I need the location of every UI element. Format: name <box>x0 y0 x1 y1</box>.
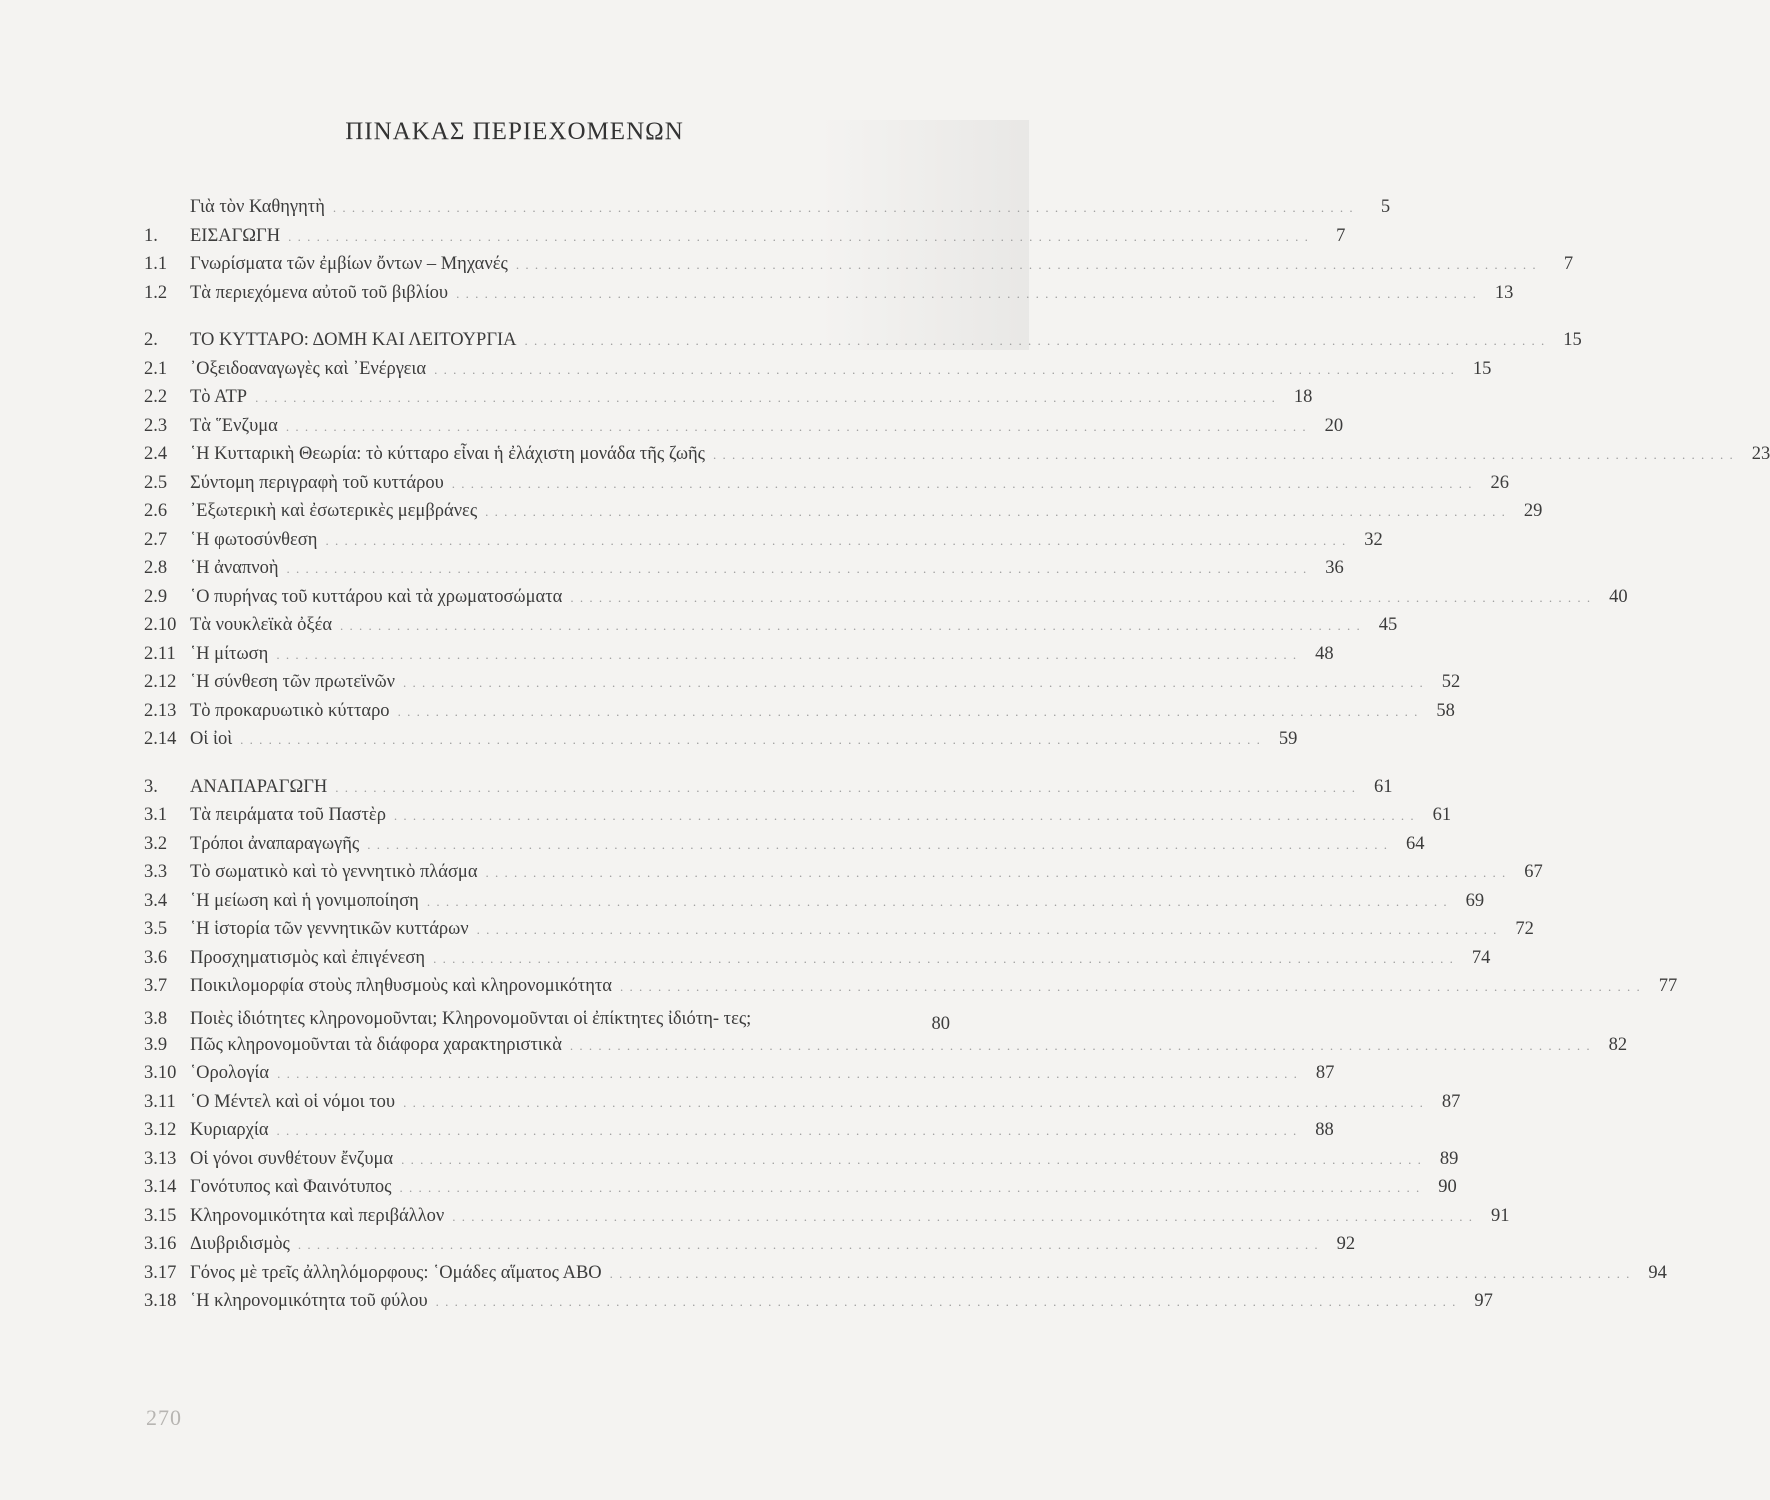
toc-entry-number: 2.13 <box>144 700 177 721</box>
leader-dots <box>620 979 1641 995</box>
toc-entry-title: Διυβριδισμὸς <box>190 1234 290 1254</box>
leader-dots <box>436 1294 1457 1310</box>
toc-entry-title: ΕΙΣΑΓΩΓΗ <box>190 225 281 246</box>
toc-entry-number: 2.5 <box>144 472 168 493</box>
toc-entry-page: 32 <box>1364 529 1383 550</box>
toc-entry-title: Κυριαρχία <box>190 1120 269 1140</box>
toc-entry-title: Τὰ πειράματα τοῦ Παστὲρ <box>190 805 386 825</box>
leader-dots <box>477 922 1498 938</box>
toc-entry[interactable] <box>144 1148 1459 1178</box>
leader-dots <box>240 732 1261 748</box>
leader-dots <box>486 865 1507 881</box>
toc-entry-page: 13 <box>1494 282 1514 303</box>
toc-entry[interactable] <box>144 282 1514 312</box>
toc-entry-number: 2.12 <box>144 672 177 692</box>
toc-entry-number: 2.1 <box>144 358 168 379</box>
toc-entry-page: 15 <box>1563 330 1582 350</box>
toc-entry[interactable] <box>144 197 1391 226</box>
toc-entry-number: 2.11 <box>144 643 176 664</box>
toc-entry-title: Τρόποι ἀναπαραγωγῆς <box>190 833 360 854</box>
toc-entry[interactable] <box>144 947 1491 977</box>
toc-entry-title: ῾Ο Μέντελ καὶ οἱ νόμοι του <box>190 1091 396 1112</box>
toc-entry-number: 2.7 <box>144 529 168 550</box>
leader-dots <box>452 1209 1473 1225</box>
toc-entry-page: 48 <box>1315 643 1334 664</box>
toc-entry-page: 29 <box>1523 501 1543 521</box>
toc-entry-number: 2.9 <box>144 586 168 607</box>
toc-entry[interactable] <box>144 805 1452 834</box>
toc-entry-page: 26 <box>1490 472 1509 493</box>
toc-entry[interactable] <box>144 558 1344 587</box>
toc-entry-page: 74 <box>1471 947 1491 968</box>
leader-dots <box>398 704 1419 720</box>
toc-entry-title: Τὸ ΑΤΡ <box>190 387 248 407</box>
leader-dots <box>288 229 1309 245</box>
toc-entry-title: ᾿Οξειδοαναγωγὲς καὶ ᾿Ενέργεια <box>190 358 427 379</box>
toc-entry-title: ῾Η ἱστορία τῶν γεννητικῶν κυττάρων <box>190 919 469 939</box>
toc-entry-page: 58 <box>1436 700 1455 721</box>
toc-entry-title: Πῶς κληρονομοῦνται τὰ διάφορα χαρακτηριστικὰ <box>190 1034 562 1055</box>
toc-entry-title: ῾Η ἀναπνοὴ <box>190 558 279 578</box>
leader-dots <box>367 837 1388 853</box>
leader-dots <box>516 257 1537 273</box>
toc-entry-title: Κληρονομικότητα καὶ περιβάλλον <box>190 1205 445 1226</box>
toc-entry[interactable] <box>144 890 1485 920</box>
toc-entry-title: ῾Η σύνθεση τῶν πρωτεϊνῶν <box>190 672 395 692</box>
leader-dots <box>452 476 1473 492</box>
leader-dots <box>525 333 1546 349</box>
toc-entry-page: 69 <box>1465 890 1485 911</box>
toc-entry[interactable] <box>144 1177 1457 1206</box>
toc-entry-number: 3.7 <box>144 976 168 996</box>
toc-entry[interactable] <box>144 672 1461 701</box>
toc-entry-number: 3.13 <box>144 1148 177 1169</box>
toc-entry-title: Ποικιλομορφία στοὺς πληθυσμοὺς καὶ κληρονομικότητα <box>190 976 612 996</box>
toc-entry-number: 3.17 <box>144 1262 177 1283</box>
toc-entry-page: 7 <box>1563 254 1574 274</box>
toc-entry-page: 5 <box>1380 197 1391 217</box>
toc-entry-number: 2.10 <box>144 615 177 635</box>
toc-entry-title: ῾Η μείωση καὶ ἡ γονιμοποίηση <box>190 890 419 911</box>
toc-entry-number: 1.1 <box>144 254 168 274</box>
toc-entry-title: ῾Η φωτοσύνθεση <box>190 529 318 550</box>
leader-dots <box>277 1066 1298 1082</box>
leader-dots <box>287 561 1308 577</box>
toc-entry-title: Τὰ νουκλεϊκὰ ὀξέα <box>190 615 333 635</box>
leader-dots <box>403 1095 1424 1111</box>
toc-entry[interactable] <box>144 387 1313 416</box>
toc-entry-number: 3.12 <box>144 1120 177 1140</box>
leader-dots <box>255 390 1276 406</box>
toc-entry-number: 3.4 <box>144 890 168 911</box>
toc-entry-page: 92 <box>1336 1234 1356 1254</box>
leader-dots <box>276 647 1297 663</box>
leader-dots <box>399 1180 1420 1196</box>
toc-entry-title: ΤΟ ΚΥΤΤΑΡΟ: ΔΟΜΗ ΚΑΙ ΛΕΙΤΟΥΡΓΙΑ <box>190 330 517 350</box>
toc-entry-number: 2. <box>144 330 158 350</box>
toc-entry-number: 3.9 <box>144 1034 168 1055</box>
toc-entry-number: 3.6 <box>144 947 168 968</box>
toc-entry-number: 3.2 <box>144 833 168 854</box>
toc-entry-number: 2.2 <box>144 387 168 407</box>
toc-entry[interactable] <box>144 501 1543 530</box>
leader-dots <box>570 1038 1591 1054</box>
toc-entry[interactable] <box>144 1063 1335 1092</box>
toc-entry-page: 40 <box>1609 586 1628 607</box>
toc-entry-title: Γονότυπος καὶ Φαινότυπος <box>190 1177 392 1197</box>
toc-entry-number: 3.1 <box>144 805 168 825</box>
toc-entry[interactable] <box>144 1262 1667 1292</box>
toc-entry[interactable] <box>144 643 1334 673</box>
toc-entry[interactable] <box>144 415 1344 445</box>
toc-entry-page: 23 <box>1751 444 1770 464</box>
toc-entry-page: 91 <box>1491 1205 1510 1226</box>
toc-entry[interactable] <box>144 1291 1493 1320</box>
toc-entry-page: 82 <box>1608 1034 1628 1055</box>
toc-entry-title: Γιὰ τὸν Καθηγητὴ <box>190 197 325 217</box>
toc-entry-number: 2.3 <box>144 415 168 436</box>
toc-entry-number: 2.14 <box>144 729 177 749</box>
toc-entry-page: 36 <box>1325 558 1344 578</box>
toc-entry-page: 61 <box>1374 776 1393 797</box>
toc-entry-page: 72 <box>1515 919 1534 939</box>
toc-entry-title: Προσχηματισμὸς καὶ ἐπιγένεση <box>190 947 426 968</box>
leader-dots <box>403 675 1424 691</box>
leader-dots <box>340 618 1361 634</box>
toc-entry[interactable] <box>144 919 1534 948</box>
toc-entry-page: 77 <box>1658 976 1678 996</box>
toc-entry[interactable] <box>144 225 1346 255</box>
toc-entry-page: 52 <box>1441 672 1461 692</box>
toc-entry[interactable] <box>144 776 1393 806</box>
toc-entry-title: ῾Η μίτωση <box>190 643 269 664</box>
leader-dots <box>286 419 1307 435</box>
toc-entry-title: Γόνος μὲ τρεῖς ἀλληλόμορφους: ῾Ομάδες αἵματος ΑΒΟ <box>190 1262 602 1283</box>
leader-dots <box>427 894 1448 910</box>
toc-entry-number: 1. <box>144 225 158 246</box>
toc-entry-number: 1.2 <box>144 282 168 303</box>
leader-dots <box>277 1123 1298 1139</box>
toc-entry[interactable] <box>144 472 1509 502</box>
toc-entry-title: Τὸ προκαρυωτικὸ κύτταρο <box>190 700 390 721</box>
toc-entry-number: 3.11 <box>144 1091 176 1112</box>
toc-entry-page: 45 <box>1378 615 1398 635</box>
toc-entry-title: ῾Η Κυτταρικὴ Θεωρία: τὸ κύτταρο εἶναι ἡ ἐλάχιστη μονάδα τῆς ζωῆς <box>190 444 706 464</box>
toc-entry-title: ῾Ο πυρήνας τοῦ κυττάρου καὶ τὰ χρωματοσώματα <box>190 586 563 607</box>
toc-entry[interactable] <box>144 833 1425 863</box>
leader-dots <box>401 1152 1422 1168</box>
toc-entry[interactable] <box>144 330 1582 359</box>
toc-entry-title: Τὸ σωματικὸ καὶ τὸ γεννητικὸ πλάσμα <box>190 862 478 882</box>
toc-entry-number: 2.8 <box>144 558 168 578</box>
leader-dots <box>610 1266 1631 1282</box>
toc-entry-number: 3.14 <box>144 1177 177 1197</box>
leader-dots <box>394 808 1415 824</box>
toc-entry-title: ῾Η κληρονομικότητα τοῦ φύλου <box>190 1291 428 1311</box>
toc-entry[interactable] <box>144 729 1298 758</box>
table-of-contents <box>144 197 1770 1320</box>
toc-entry-number: 3.18 <box>144 1291 177 1311</box>
toc-entry-page: 18 <box>1293 387 1313 407</box>
toc-entry-page: 88 <box>1315 1120 1334 1140</box>
leader-dots <box>570 590 1591 606</box>
toc-entry[interactable] <box>144 1005 950 1035</box>
toc-entry-number: 3.5 <box>144 919 168 939</box>
toc-entry-page: 61 <box>1432 805 1452 825</box>
toc-entry[interactable] <box>144 700 1455 730</box>
toc-entry-title: Οἱ ἰοὶ <box>190 729 233 749</box>
toc-entry-title: Οἱ γόνοι συνθέτουν ἔνζυμα <box>190 1148 394 1169</box>
leader-dots <box>298 1237 1319 1253</box>
toc-entry-page: 20 <box>1324 415 1344 436</box>
leader-dots <box>325 533 1346 549</box>
toc-entry-page: 87 <box>1315 1063 1335 1083</box>
toc-entry-number: 3.15 <box>144 1205 177 1226</box>
leader-dots <box>434 362 1455 378</box>
toc-entry[interactable] <box>144 976 1678 1005</box>
toc-entry-title: ῾Ορολογία <box>190 1063 270 1083</box>
toc-entry-number: 3.8 <box>144 1008 168 1029</box>
leader-dots <box>456 286 1477 302</box>
toc-entry-page: 7 <box>1336 225 1346 246</box>
toc-entry-number: 3.10 <box>144 1063 177 1083</box>
toc-entry-number: 2.6 <box>144 501 168 521</box>
toc-entry-page: 59 <box>1278 729 1298 749</box>
toc-entry[interactable] <box>144 358 1492 388</box>
toc-entry-page: 89 <box>1439 1148 1459 1169</box>
toc-entry-title: ΑΝΑΠΑΡΑΓΩΓΗ <box>190 776 328 797</box>
toc-entry-title: Τὰ ῞Ενζυμα <box>190 415 278 436</box>
toc-entry[interactable] <box>144 444 1770 473</box>
page-number: 270 <box>146 1405 182 1430</box>
toc-entry[interactable] <box>144 1034 1628 1064</box>
toc-entry-number: 3. <box>144 776 158 797</box>
toc-entry[interactable] <box>144 586 1628 616</box>
toc-entry[interactable] <box>144 1205 1510 1235</box>
leader-dots <box>713 447 1734 463</box>
toc-entry-page: 90 <box>1438 1177 1457 1197</box>
toc-entry[interactable] <box>144 529 1383 559</box>
toc-entry-title: Σύντομη περιγραφὴ τοῦ κυττάρου <box>190 472 444 493</box>
leader-dots <box>333 200 1354 216</box>
toc-entry[interactable] <box>144 862 1543 891</box>
toc-entry-title: Ποιὲς ἰδιότητες κληρονομοῦνται; Κληρονομοῦνται οἱ ἐπίκτητες ἰδιότη- τες; <box>190 1008 752 1029</box>
toc-entry[interactable] <box>144 1091 1461 1121</box>
page-title: ΠΙΝΑΚΑΣ ΠΕΡΙΕΧΟΜΕΝΩΝ <box>345 118 684 145</box>
toc-entry-page: 80 <box>931 1013 950 1034</box>
toc-entry-page: 64 <box>1405 833 1425 854</box>
toc-entry[interactable] <box>144 254 1574 283</box>
leader-dots <box>485 504 1506 520</box>
toc-entry[interactable] <box>144 615 1398 644</box>
toc-entry-title: ᾿Εξωτερικὴ καὶ ἐσωτερικὲς μεμβράνες <box>190 501 478 521</box>
toc-entry-title: Τὰ περιεχόμενα αὐτοῦ τοῦ βιβλίου <box>190 282 449 303</box>
toc-entry-number: 3.16 <box>144 1234 177 1254</box>
toc-entry-number: 3.3 <box>144 862 168 882</box>
toc-entry-number: 2.4 <box>144 444 168 464</box>
toc-entry-title: Γνωρίσματα τῶν ἐμβίων ὄντων – Μηχανές <box>190 254 508 274</box>
toc-entry-page: 97 <box>1474 1291 1493 1311</box>
toc-entry-page: 87 <box>1441 1091 1461 1112</box>
leader-dots <box>335 780 1356 796</box>
toc-entry-page: 15 <box>1472 358 1492 379</box>
leader-dots <box>433 951 1454 967</box>
toc-entry[interactable] <box>144 1234 1356 1263</box>
toc-entry-page: 94 <box>1648 1262 1667 1283</box>
toc-entry[interactable] <box>144 1120 1334 1149</box>
toc-entry-page: 67 <box>1524 862 1543 882</box>
